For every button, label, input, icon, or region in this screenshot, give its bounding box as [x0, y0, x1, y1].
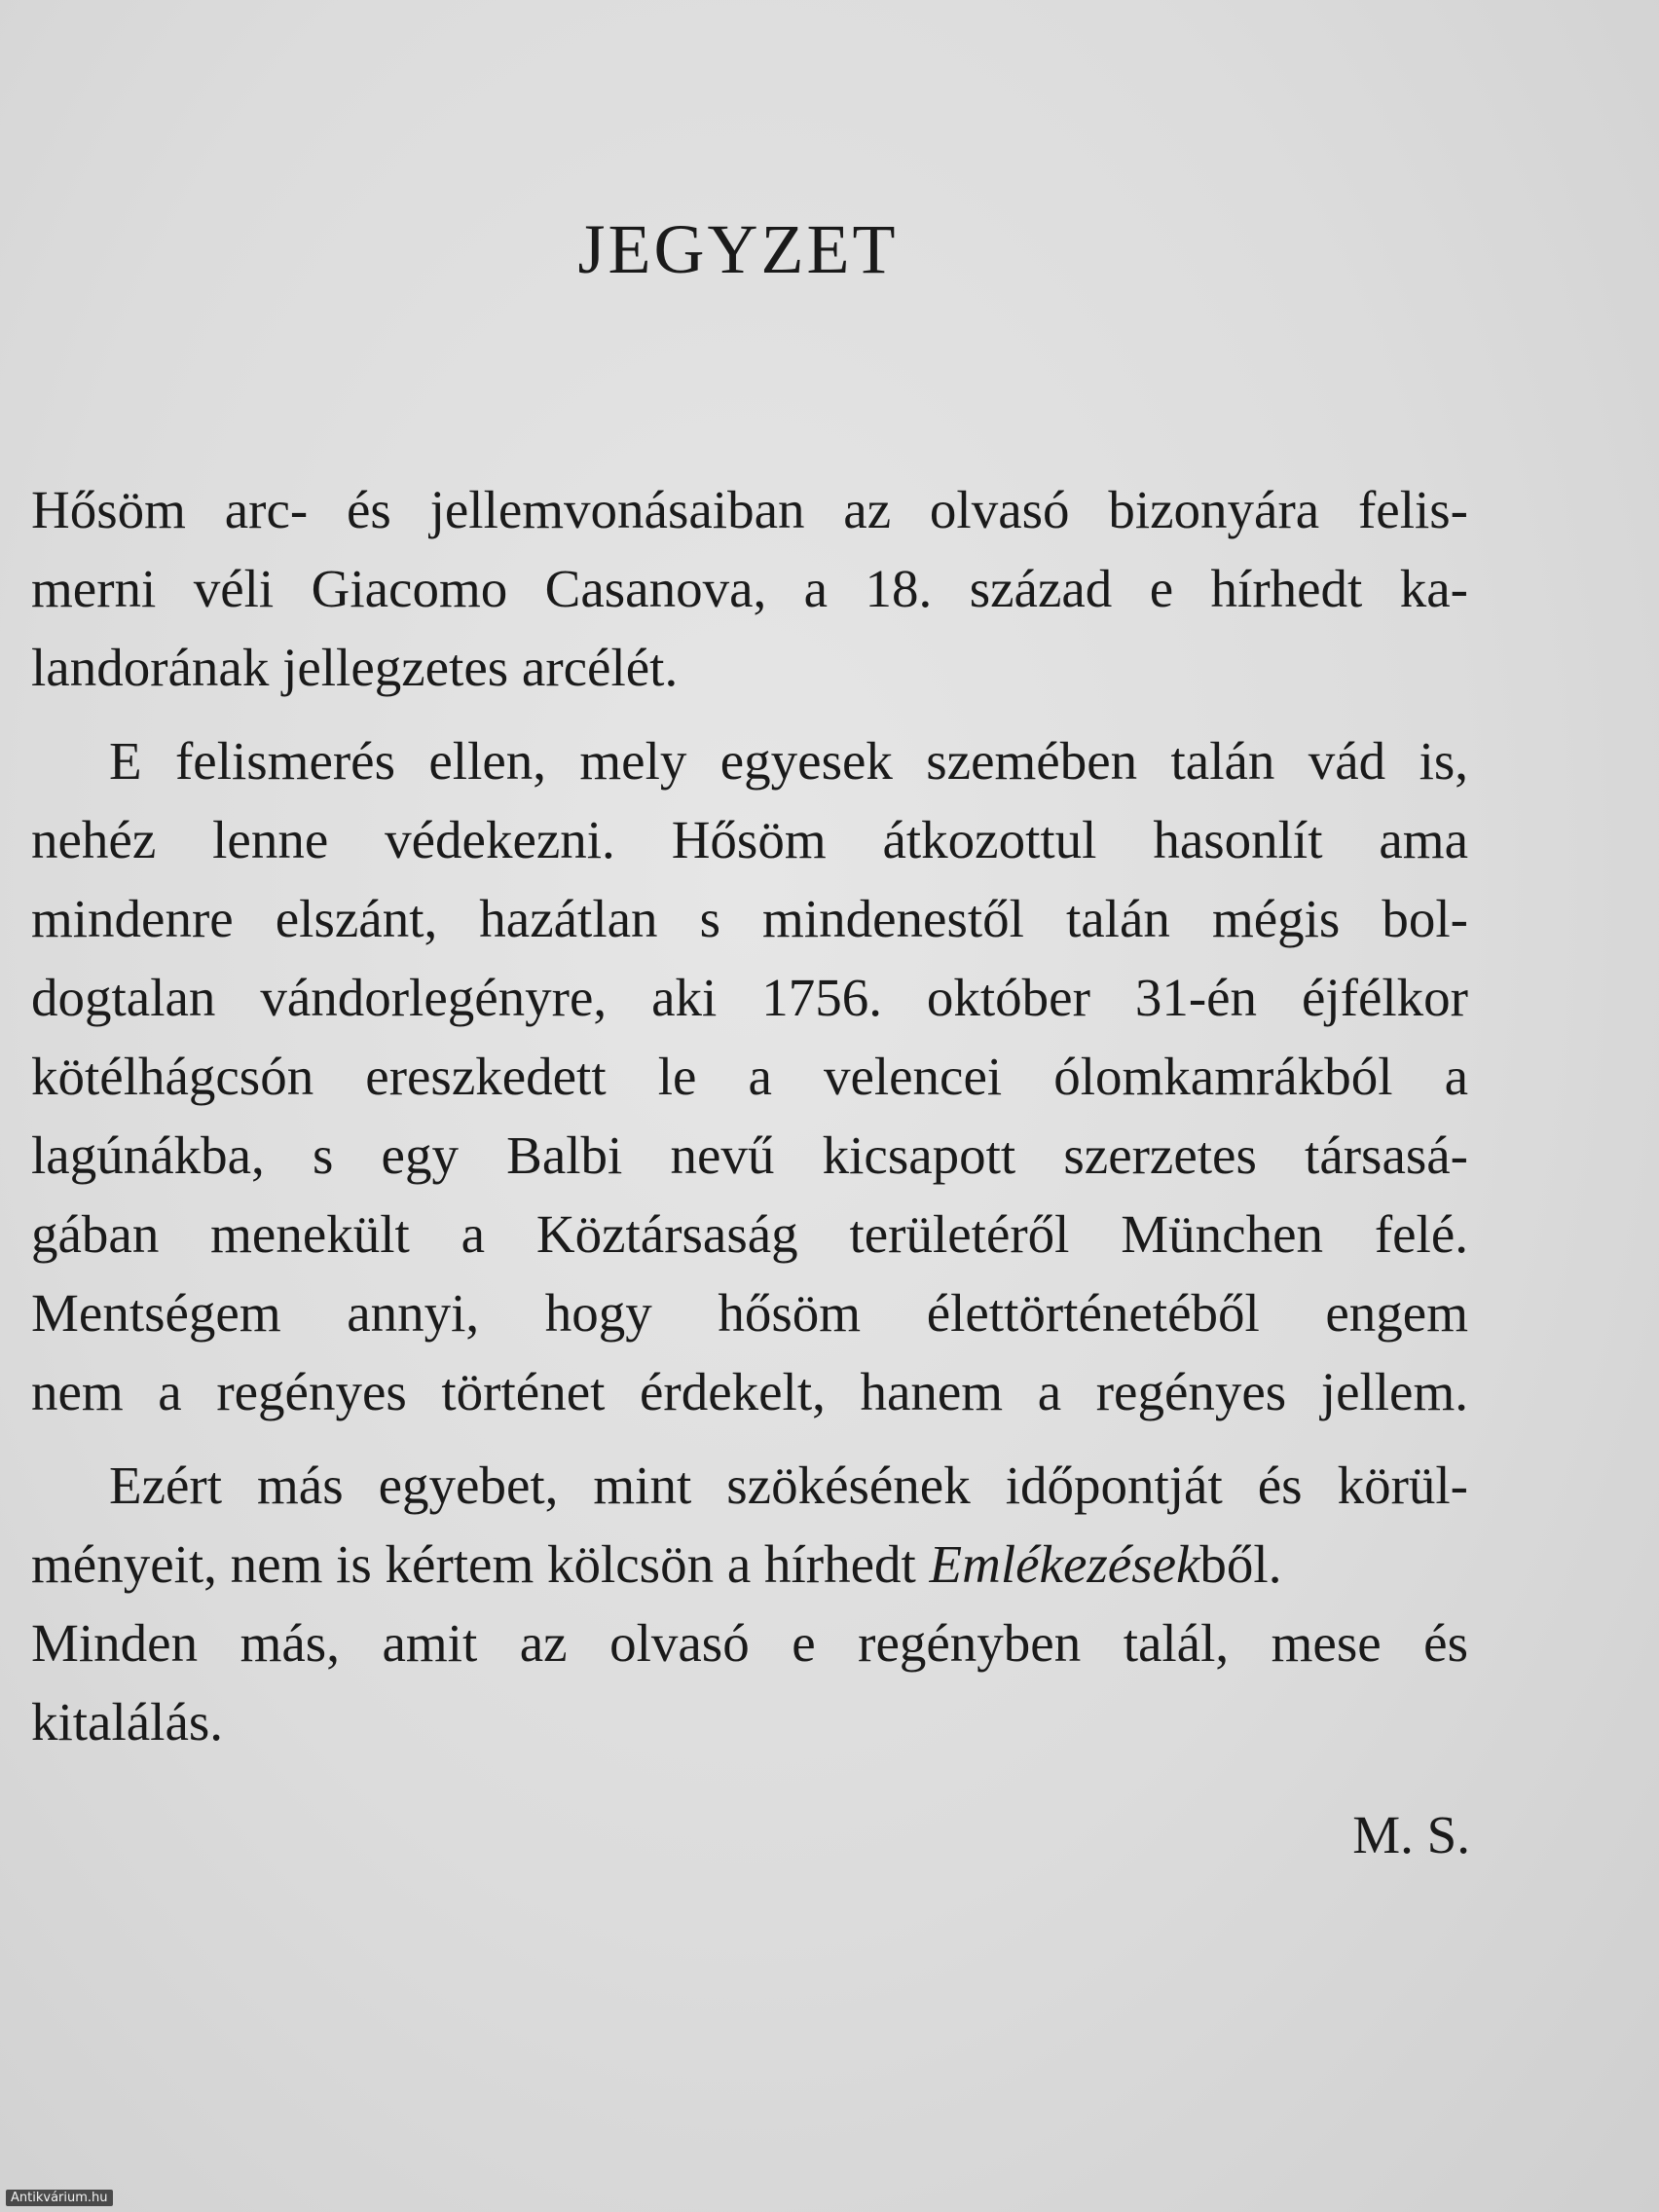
text-line: Ezért más egyebet, mint szökésének időpontját és körül- [109, 1456, 1468, 1515]
text-line: Hősöm arc- és jellemvonásaiban az olvasó bizonyára felis- [31, 480, 1468, 539]
text-line: kötélhágcsón ereszkedett le a velencei ólomkamrákból a [31, 1047, 1468, 1106]
page-title: JEGYZET [577, 210, 899, 288]
text-segment: ből. [1199, 1534, 1282, 1594]
italic-book-title: Emlékezések [929, 1534, 1200, 1594]
text-segment: ményeit, nem is kértem kölcsön a hírhedt [31, 1534, 930, 1594]
text-line: landorának jellegzetes arcélét. [31, 638, 679, 697]
text-line: gában menekült a Köztársaság területéről München felé. [31, 1204, 1468, 1264]
text-line: nehéz lenne védekezni. Hősöm átkozottul hasonlít ama [31, 810, 1468, 869]
text-line-with-italic [31, 1526, 1281, 1604]
text-line: kitalálás. [31, 1692, 224, 1751]
author-signature: M. S. [1352, 1805, 1470, 1864]
text-line: Mentségem annyi, hogy hősöm élettörténetéből engem [31, 1283, 1468, 1343]
text-line: mindenre elszánt, hazátlan s mindenestől talán mégis bol- [31, 889, 1468, 948]
text-line: Minden más, amit az olvasó e regényben talál, mese és [31, 1613, 1468, 1673]
site-watermark: Antikvárium.hu [6, 2190, 113, 2206]
text-line: nem a regényes történet érdekelt, hanem a regényes jellem. [31, 1362, 1468, 1421]
text-line: lagúnákba, s egy Balbi nevű kicsapott szerzetes társasá- [31, 1125, 1468, 1185]
text-line: dogtalan vándorlegényre, aki 1756. október 31-én éjfélkor [31, 968, 1468, 1027]
text-line: merni véli Giacomo Casanova, a 18. század e hírhedt ka- [31, 559, 1468, 618]
text-line: E felismerés ellen, mely egyesek szemében talán vád is, [109, 731, 1468, 791]
